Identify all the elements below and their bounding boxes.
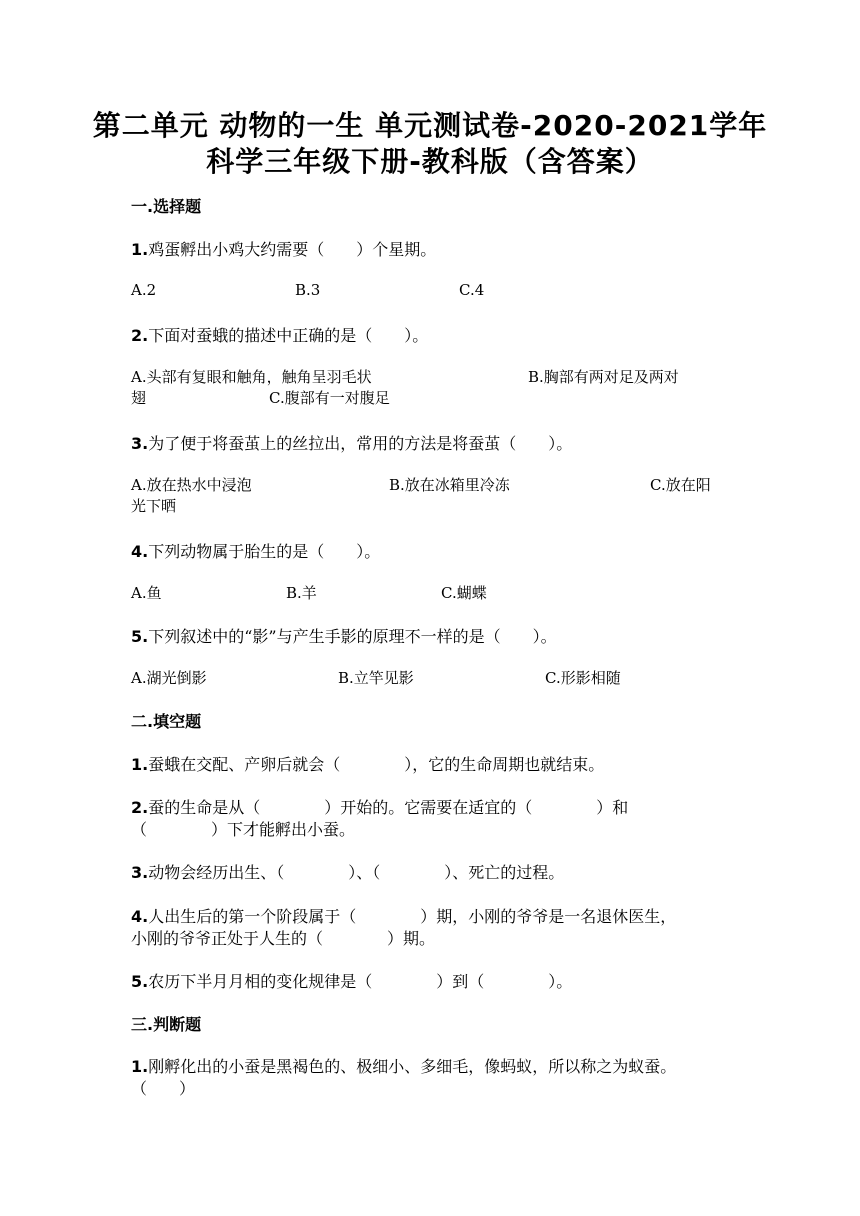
- question-text: 下列叙述中的“影”与产生手影的原理不一样的是（ ）。: [148, 627, 557, 646]
- option: B.羊: [286, 584, 317, 602]
- option: A.鱼: [131, 584, 162, 602]
- question: [131, 752, 604, 775]
- question-number: 1.: [131, 755, 149, 774]
- question-number: 2.: [131, 798, 149, 817]
- question-number: 2.: [131, 326, 149, 345]
- section-heading: 一.选择题: [131, 197, 202, 216]
- question: [131, 904, 676, 927]
- question-number: 4.: [131, 542, 149, 561]
- option: C.腹部有一对腹足: [269, 389, 390, 407]
- option: C.形影相随: [545, 669, 621, 687]
- question: [131, 323, 428, 346]
- question: [131, 1054, 676, 1077]
- option: B.胸部有两对足及两对: [528, 368, 679, 386]
- option: B.3: [295, 281, 321, 299]
- question-continuation: 小刚的爷爷正处于人生的（ ）期。: [131, 929, 436, 948]
- question-continuation: （ ）下才能孵出小蚕。: [131, 820, 356, 839]
- question-continuation: （ ）: [131, 1079, 196, 1098]
- title-line-1: 第二单元 动物的一生 单元测试卷-2020-2021学年: [92, 109, 768, 142]
- question-number: 3.: [131, 863, 149, 882]
- question: [131, 624, 557, 647]
- question-number: 5.: [131, 627, 149, 646]
- option: 光下晒: [131, 497, 177, 515]
- option: A.2: [131, 281, 157, 299]
- section-heading: 二.填空题: [131, 712, 202, 731]
- option: A.湖光倒影: [131, 669, 207, 687]
- question-text: 动物会经历出生、（ ）、（ ）、死亡的过程。: [148, 863, 565, 882]
- option: B.放在冰箱里冷冻: [389, 476, 510, 494]
- question-text: 刚孵化出的小蚕是黑褐色的、极细小、多细毛，像蚂蚁，所以称之为蚁蚕。: [148, 1057, 677, 1076]
- question: [131, 795, 628, 818]
- question: [131, 860, 564, 883]
- question-number: 1.: [131, 1057, 149, 1076]
- option: C.蝴蝶: [441, 584, 487, 602]
- option: C.放在阳: [650, 476, 711, 494]
- question-text: 为了便于将蚕茧上的丝拉出，常用的方法是将蚕茧（ ）。: [148, 434, 573, 453]
- option: A.头部有复眼和触角，触角呈羽毛状: [131, 368, 372, 386]
- question-number: 1.: [131, 240, 149, 259]
- section-heading: 三.判断题: [131, 1015, 202, 1034]
- question: [131, 237, 436, 260]
- question-text: 农历下半月月相的变化规律是（ ）到（ ）。: [148, 972, 573, 991]
- question-text: 鸡蛋孵出小鸡大约需要（ ）个星期。: [148, 240, 437, 259]
- title-line-2: 科学三年级下册-教科版（含答案）: [206, 145, 654, 178]
- option: A.放在热水中浸泡: [131, 476, 252, 494]
- question: [131, 969, 572, 992]
- question-text: 人出生后的第一个阶段属于（ ）期，小刚的爷爷是一名退休医生，: [148, 907, 677, 926]
- option: 翅: [131, 389, 147, 407]
- question-number: 3.: [131, 434, 149, 453]
- question-text: 下列动物属于胎生的是（ ）。: [148, 542, 381, 561]
- question-number: 5.: [131, 972, 149, 991]
- option: B.立竿见影: [338, 669, 414, 687]
- question: [131, 431, 572, 454]
- question-number: 4.: [131, 907, 149, 926]
- question: [131, 539, 380, 562]
- question-text: 下面对蚕蛾的描述中正确的是（ ）。: [148, 326, 429, 345]
- question-text: 蚕蛾在交配、产卵后就会（ ），它的生命周期也就结束。: [148, 755, 605, 774]
- option: C.4: [459, 281, 485, 299]
- question-text: 蚕的生命是从（ ）开始的。它需要在适宜的（ ）和: [148, 798, 629, 817]
